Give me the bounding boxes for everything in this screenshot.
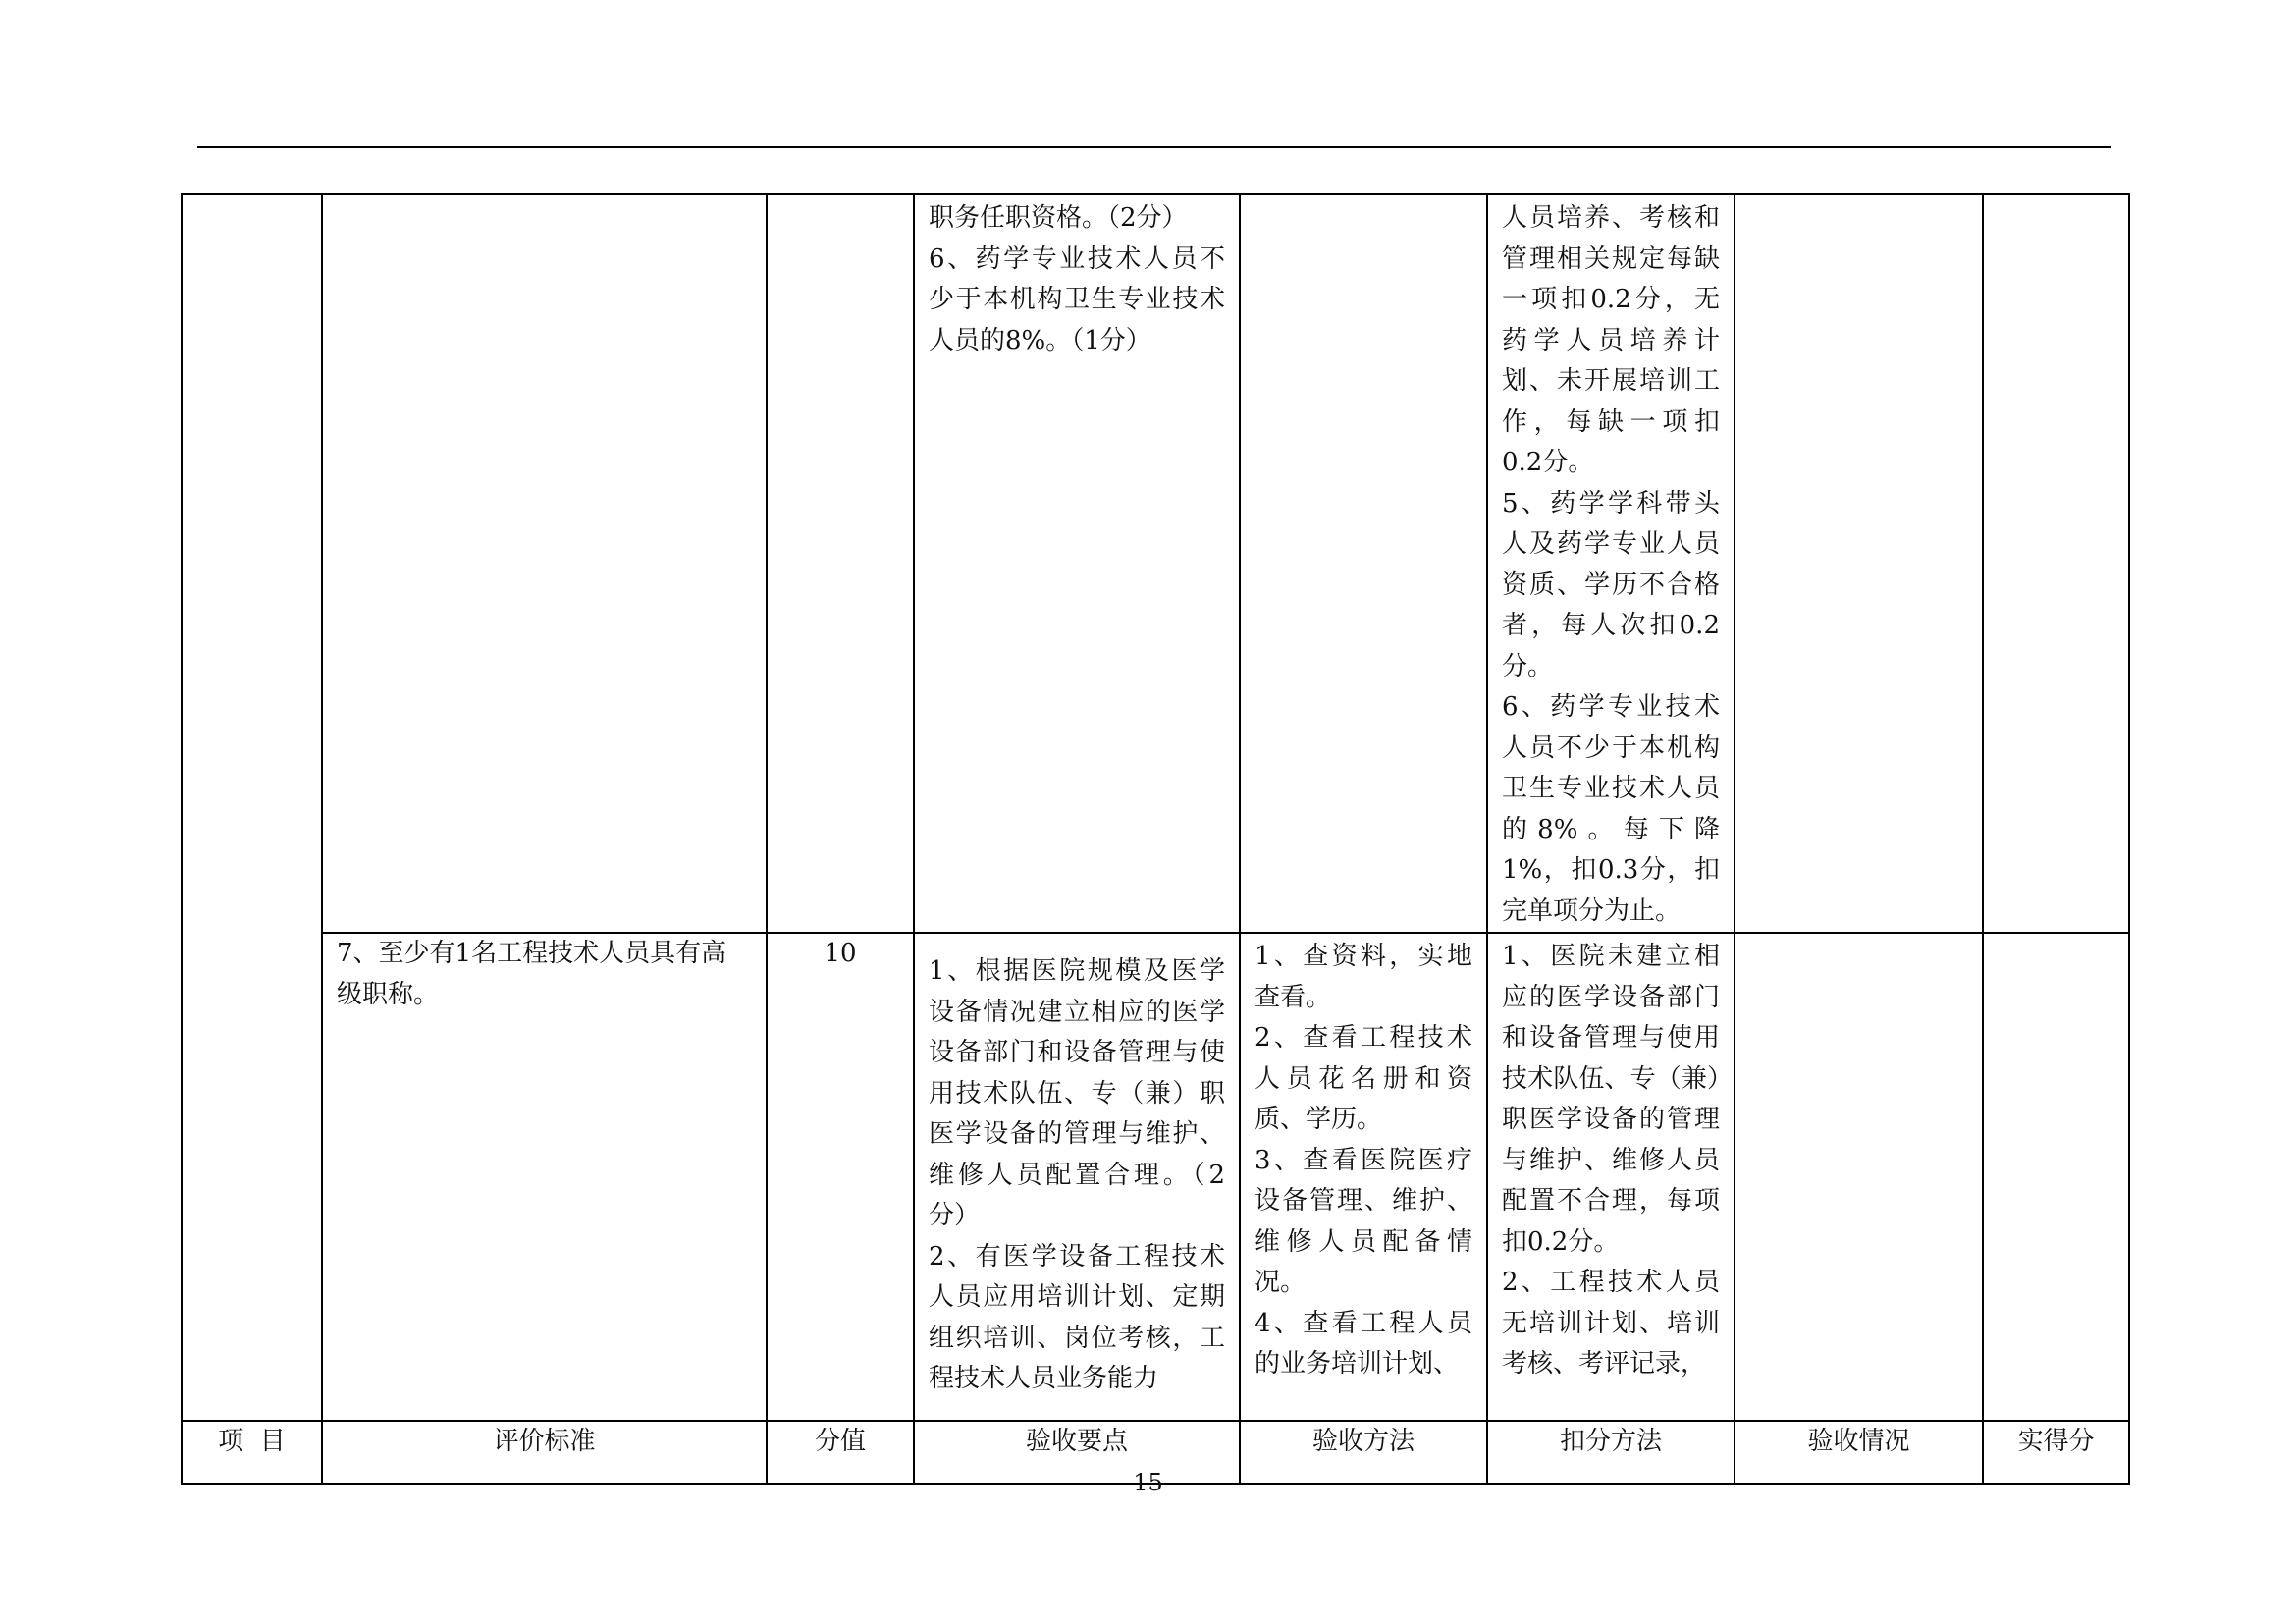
header-key-points: 验收要点: [914, 1421, 1240, 1484]
status-cell: [1735, 194, 1983, 933]
criteria-cell: [322, 194, 767, 933]
method-cell: [1240, 194, 1487, 933]
project-cell: [182, 194, 322, 1421]
table-row: [182, 933, 2129, 1421]
header-status: 验收情况: [1735, 1421, 1983, 1484]
criteria-cell: 7、至少有1名工程技术人员具有高级职称。: [322, 933, 767, 1421]
key-points-cell: 1、根据医院规模及医学设备情况建立相应的医学设备部门和设备管理与使用技术队伍、专（兼）职医学设备的管理与维护、维修人员配置合理。（2分） 2、有医学设备工程技术人员应用培训计划、定期组织培训、岗位考核，工程技术人员业务能力: [914, 933, 1240, 1421]
header-method: 验收方法: [1240, 1421, 1487, 1484]
header-rule: [197, 146, 2111, 148]
acceptance-table: [181, 193, 2130, 1485]
header-actual-score: 实得分: [1983, 1421, 2129, 1484]
key-points-cell: 职务任职资格。（2分） 6、药学专业技术人员不少于本机构卫生专业技术人员的8%。（1分）: [914, 194, 1240, 933]
header-project: 项 目: [182, 1421, 322, 1484]
actual-score-cell: [1983, 933, 2129, 1421]
header-criteria: 评价标准: [322, 1421, 767, 1484]
header-score: 分值: [767, 1421, 914, 1484]
score-cell: 10: [767, 933, 914, 1421]
header-deduction: 扣分方法: [1487, 1421, 1735, 1484]
page-number: 15: [1133, 1469, 1163, 1496]
method-cell: 1、查资料，实地查看。 2、查看工程技术人员花名册和资质、学历。 3、查看医院医疗设备管理、维护、维修人员配备情况。 4、查看工程人员的业务培训计划、: [1240, 933, 1487, 1421]
deduction-cell: 1、医院未建立相应的医学设备部门和设备管理与使用技术队伍、专（兼）职医学设备的管理与维护、维修人员配置不合理，每项扣0.2分。 2、工程技术人员无培训计划、培训考核、考评记录，: [1487, 933, 1735, 1421]
deduction-cell: 人员培养、考核和管理相关规定每缺一项扣0.2分，无药学人员培养计划、未开展培训工作，每缺一项扣0.2分。 5、药学学科带头人及药学专业人员资质、学历不合格者，每人次扣0.2分。 6、药学专业技术人员不少于本机构卫生专业技术人员的8%。每下降1%，扣0.3分，扣完单项分为止。: [1487, 194, 1735, 933]
table-row: [182, 194, 2129, 933]
actual-score-cell: [1983, 194, 2129, 933]
score-cell: [767, 194, 914, 933]
status-cell: [1735, 933, 1983, 1421]
